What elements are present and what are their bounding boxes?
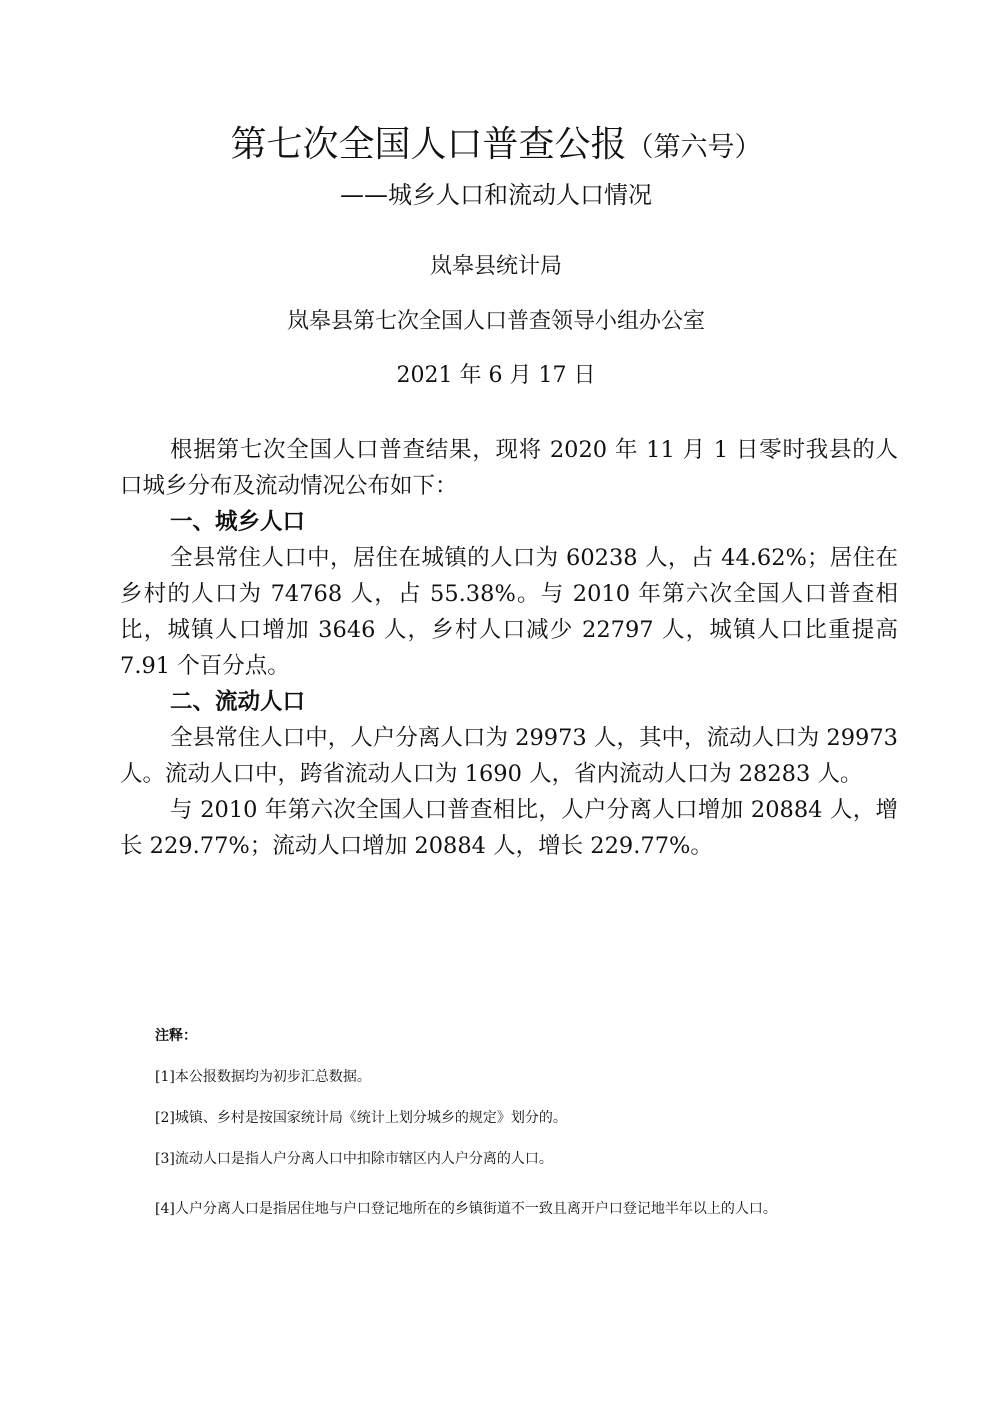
floating-paragraph-1: 全县常住人口中，人户分离人口为 29973 人，其中，流动人口为 29973 人。流动人口中，跨省流动人口为 1690 人，省内流动人口为 28283 人。	[120, 725, 898, 787]
note-item: [1]本公报数据均为初步汇总数据。	[155, 1069, 371, 1085]
floating-paragraph-2: 与 2010 年第六次全国人口普查相比，人户分离人口增加 20884 人，增长 229.77%；流动人口增加 20884 人，增长 229.77%。	[120, 797, 898, 859]
title-main: 第七次全国人口普查公报	[230, 124, 627, 165]
bulletin-body	[120, 432, 898, 864]
notes-section	[120, 1025, 900, 1229]
notes-title: 注释：	[155, 1028, 197, 1044]
intro-paragraph: 根据第七次全国人口普查结果，现将 2020 年 11 月 1 日零时我县的人口城乡分布及流动情况公布如下：	[120, 437, 898, 499]
note-item: [4]人户分离人口是指居住地与户口登记地所在的乡镇街道不一致且离开户口登记地半年以上的人口。	[155, 1201, 777, 1217]
page-title	[0, 122, 992, 171]
page-subtitle: ——城乡人口和流动人口情况	[340, 181, 652, 209]
note-item: [2]城镇、乡村是按国家统计局《统计上划分城乡的规定》划分的。	[155, 1110, 567, 1126]
issuer-office: 岚皋县第七次全国人口普查领导小组办公室	[286, 309, 705, 334]
section-heading-urban-rural: 一、城乡人口	[170, 509, 306, 535]
issue-date: 2021 年 6 月 17 日	[396, 363, 596, 388]
issuer-bureau: 岚皋县统计局	[429, 254, 562, 279]
urban-rural-paragraph: 全县常住人口中，居住在城镇的人口为 60238 人，占 44.62%；居住在乡村的人口为 74768 人，占 55.38%。与 2010 年第六次全国人口普查相比，城镇人口增加 3646 人，乡村人口减少 22797 人，城镇人口比重提高 7.91 个百分点。	[120, 545, 898, 679]
title-suffix: （第六号）	[626, 132, 762, 163]
note-item: [3]流动人口是指人户分离人口中扣除市辖区内人户分离的人口。	[155, 1151, 553, 1167]
section-heading-floating: 二、流动人口	[170, 689, 306, 715]
